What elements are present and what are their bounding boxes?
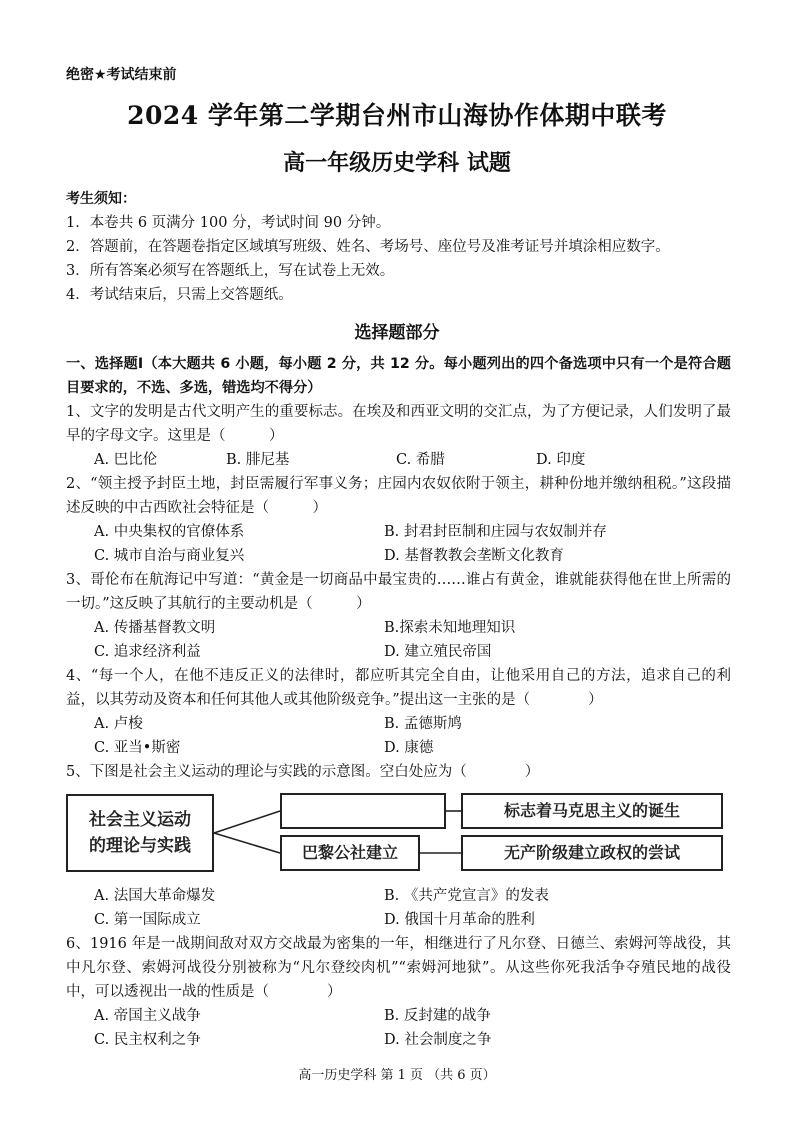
exam-subtitle: 高一年级历史学科 试题 (283, 150, 511, 176)
option-b[interactable]: B. 腓尼基 (226, 452, 290, 468)
option-b[interactable]: B. 孟德斯鸠 (384, 716, 462, 732)
option-a[interactable]: A. 传播基督教文明 (94, 620, 216, 636)
option-row (66, 640, 731, 664)
diagram-main-box (66, 794, 214, 872)
option-b[interactable]: B.探索未知地理知识 (384, 620, 516, 636)
option-c[interactable]: C. 民主权利之争 (94, 1032, 201, 1048)
option-c[interactable]: C. 城市自治与商业复兴 (94, 548, 245, 564)
option-row (66, 1004, 731, 1028)
question-body (66, 352, 731, 1052)
option-row (66, 616, 731, 640)
question-stem: 6、1916 年是一战期间敌对双方交战最为密集的一年，相继进行了凡尔登、日德兰、索姆河等战役，其中凡尔登、索姆河战役分别被称为“凡尔登绞肉机”“索姆河地狱”。从这些你死我活争夺殖民地的战役中，可以透视出一战的性质是（ ） (66, 936, 731, 1000)
socialism-diagram (66, 788, 731, 882)
question-stem: 2、“领主授予封臣土地，封臣需履行军事义务；庄园内农奴依附于领主，耕种份地并缴纳租税。”这段描述反映的中古西欧社会特征是（ ） (66, 476, 731, 516)
option-row (66, 448, 731, 472)
confidential-mark: 绝密★考试结束前 (66, 67, 177, 83)
question-stem: 5、下图是社会主义运动的理论与实践的示意图。空白处应为（ ） (66, 764, 540, 780)
option-row (66, 544, 731, 568)
option-d[interactable]: D. 印度 (536, 452, 586, 468)
page-footer: 高一历史学科 第 1 页 （共 6 页） (298, 1068, 496, 1083)
option-row (66, 884, 731, 908)
notice-item: 2．答题前，在答题卷指定区域填写班级、姓名、考场号、座位号及准考证号并填涂相应数字。 (66, 239, 670, 255)
option-d[interactable]: D. 康德 (384, 740, 434, 756)
option-row (66, 712, 731, 736)
option-d[interactable]: D. 建立殖民帝国 (384, 644, 492, 660)
question-stem: 4、“每一个人，在他不违反正义的法律时，都应听其完全自由，让他采用自己的方法，追求自己的利益，以其劳动及资本和任何其他人或其他阶级竞争。”提出这一主张的是（ ） (66, 668, 731, 708)
exam-notice (66, 187, 746, 307)
diagram-main-line1: 社会主义运动 (89, 810, 191, 830)
notice-item: 1．本卷共 6 页满分 100 分，考试时间 90 分钟。 (66, 215, 391, 231)
connector-line-top (214, 811, 280, 833)
option-a[interactable]: A. 法国大革命爆发 (94, 888, 216, 904)
option-row (66, 736, 731, 760)
option-row (66, 908, 731, 932)
option-b[interactable]: B. 反封建的战争 (384, 1008, 491, 1024)
option-d[interactable]: D. 俄国十月革命的胜利 (384, 912, 535, 928)
diagram-right-top-box: 标志着马克思主义的诞生 (461, 793, 723, 829)
question-stem: 3、哥伦布在航海记中写道：“黄金是一切商品中最宝贵的……谁占有黄金，谁就能获得他在世上所需的一切。”这反映了其航行的主要动机是（ ） (66, 572, 731, 612)
option-d[interactable]: D. 社会制度之争 (384, 1032, 492, 1048)
part-header: 一、选择题Ⅰ（本大题共 6 小题，每小题 2 分，共 12 分。每小题列出的四个备选项中只有一个是符合题目要求的，不选、多选，错选均不得分） (66, 356, 731, 396)
exam-title: 2024 学年第二学期台州市山海协作体期中联考 (127, 101, 667, 130)
option-c[interactable]: C. 第一国际成立 (94, 912, 201, 928)
option-a[interactable]: A. 巴比伦 (94, 452, 158, 468)
connector-line-bottom (214, 833, 280, 853)
option-d[interactable]: D. 基督教教会垄断文化教育 (384, 548, 564, 564)
diagram-paris-commune-box: 巴黎公社建立 (280, 835, 420, 871)
option-c[interactable]: C. 希腊 (396, 452, 445, 468)
question-stem: 1、文字的发明是古代文明产生的重要标志。在埃及和西亚文明的交汇点，为了方便记录，人们发明了最早的字母文字。这里是（ ） (66, 404, 731, 444)
option-a[interactable]: A. 帝国主义战争 (94, 1008, 201, 1024)
option-row (66, 1028, 731, 1052)
option-b[interactable]: B. 《共产党宣言》的发表 (384, 888, 549, 904)
option-b[interactable]: B. 封君封臣制和庄园与农奴制并存 (384, 524, 607, 540)
notice-item: 3．所有答案必须写在答题纸上，写在试卷上无效。 (66, 263, 395, 279)
option-row (66, 520, 731, 544)
option-a[interactable]: A. 中央集权的官僚体系 (94, 524, 245, 540)
option-c[interactable]: C. 亚当•斯密 (94, 740, 181, 756)
notice-item: 4．考试结束后，只需上交答题纸。 (66, 287, 293, 303)
diagram-main-line2: 的理论与实践 (89, 836, 191, 856)
diagram-right-bottom-box: 无产阶级建立政权的尝试 (461, 835, 723, 871)
option-a[interactable]: A. 卢梭 (94, 716, 143, 732)
option-c[interactable]: C. 追求经济利益 (94, 644, 201, 660)
section-title: 选择题部分 (354, 323, 440, 343)
notice-title: 考生须知： (66, 191, 136, 207)
diagram-blank-box (280, 793, 446, 829)
